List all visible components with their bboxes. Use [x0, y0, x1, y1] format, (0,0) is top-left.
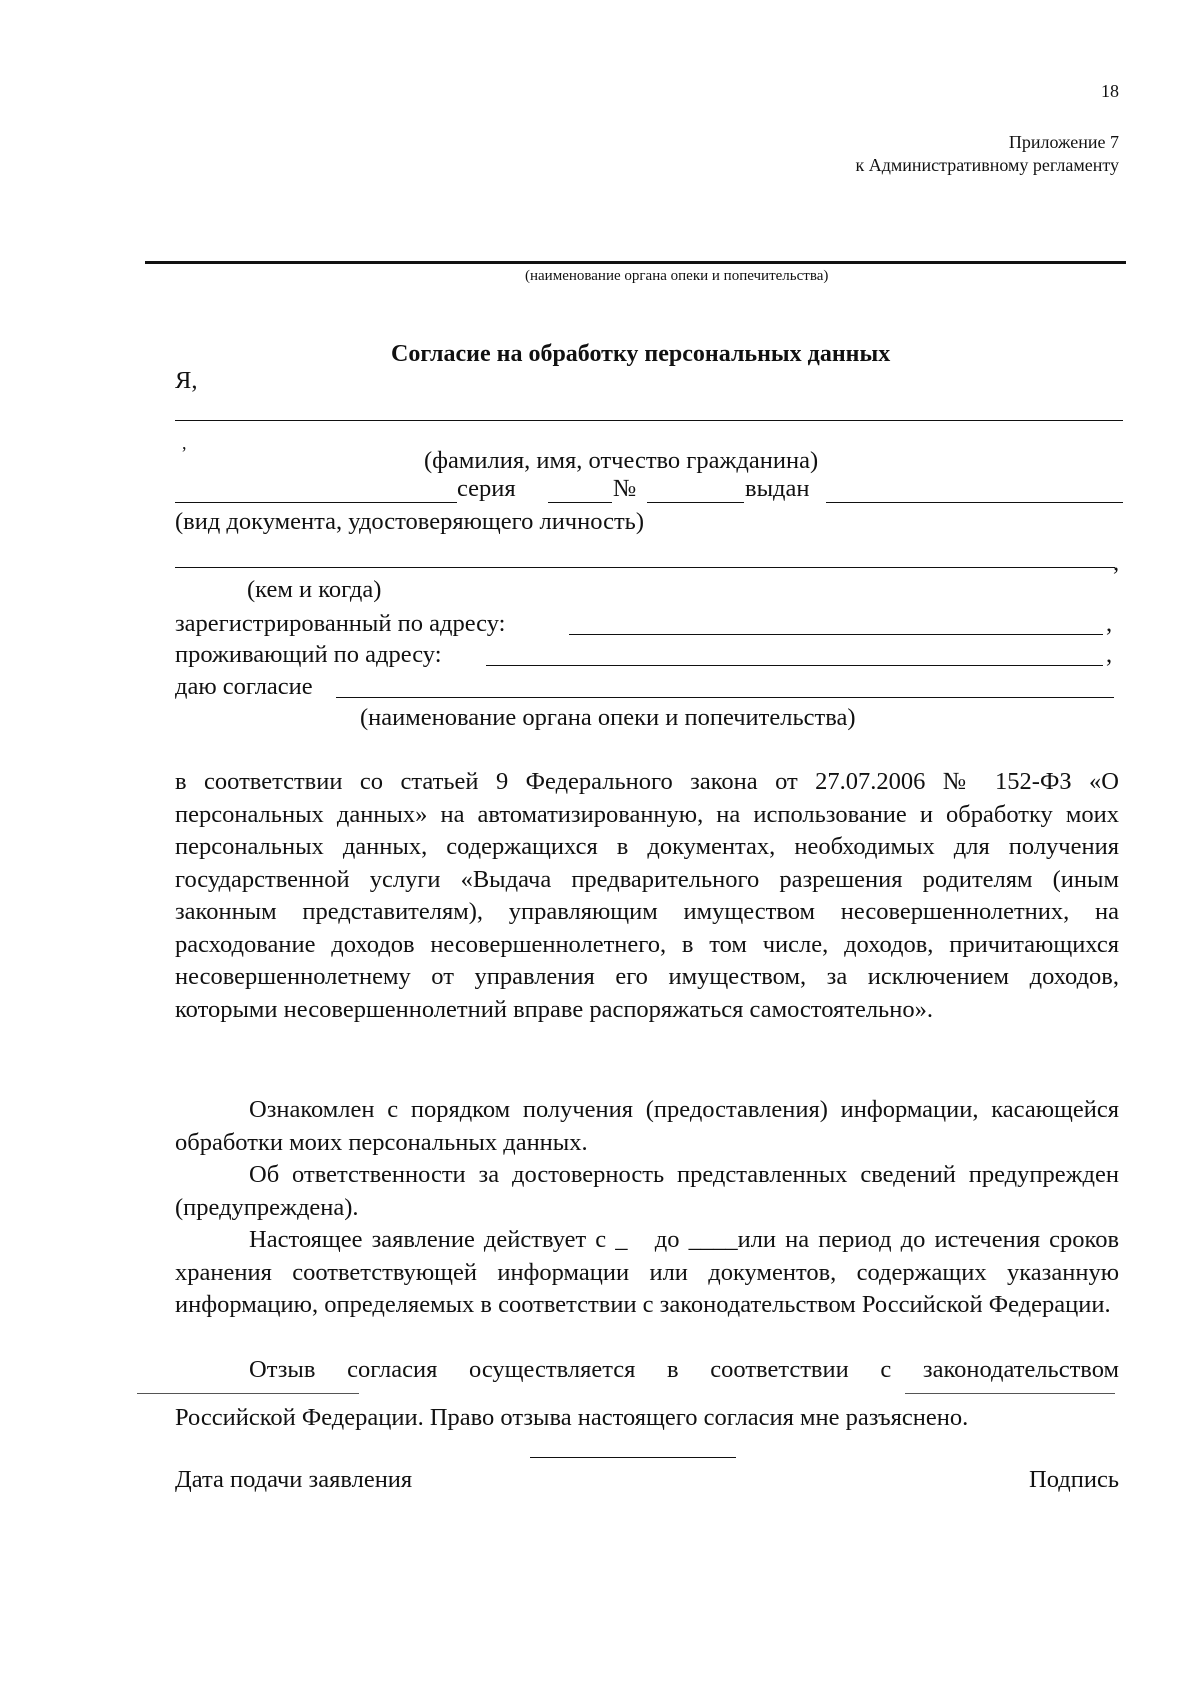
authority-line [145, 261, 1126, 264]
number-line [647, 502, 744, 503]
issued-by-comma: , [1113, 549, 1120, 576]
validity-to-blank: ____ [688, 1226, 738, 1253]
issued-by-line [175, 567, 1115, 568]
fio-line [175, 420, 1123, 421]
date-label: Дата подачи заявления [175, 1466, 413, 1493]
consent-label: даю согласие [175, 673, 313, 700]
paragraph-consent-basis: в соответствии со статьей 9 Федерального закона от 27.07.2006 № 152-ФЗ «О персональных данных» на автоматизированную, на использование и обработку моих персональных данных, содержащихся в документах, необходимых для получения государственной услуги «Выдача предварительного разрешения родителям (иным законным представителям), управляющим имуществом несовершеннолетних, на расходование доходов несовершеннолетнего, в том числе, доходов, причитающихся несовершеннолетнему от управления его имуществом, за исключением доходов, которыми несовершеннолетний вправе распоряжаться самостоятельно». [175, 768, 1119, 1023]
series-line [548, 502, 612, 503]
series-label: серия [457, 475, 516, 502]
by-whom-caption: (кем и когда) [247, 576, 382, 603]
registered-comma: , [1106, 610, 1113, 637]
paragraph-revocation-line2: Российской Федерации. Право отзыва настоящего согласия мне разъяснено. [175, 1404, 969, 1431]
validity-rest: или на период до истечения сроков хранения соответствующей информации или документов, содержащих указанную информацию, определяемых в соответствии с законодательством Российской Федерации. [175, 1226, 1120, 1318]
issued-label: выдан [745, 475, 810, 502]
signature-label: Подпись [1029, 1466, 1119, 1493]
comma-mark: , [182, 433, 187, 453]
paragraph-revocation-line1: Отзыв согласия осуществляется в соответствии с законодательством [249, 1356, 1119, 1383]
i-label: Я, [175, 367, 198, 394]
page-number: 18 [1101, 81, 1119, 101]
page-break-right [905, 1393, 1115, 1394]
residing-comma: , [1106, 641, 1113, 668]
document-caption: (вид документа, удостоверяющего личность) [175, 508, 645, 535]
paragraph-acknowledgement: Ознакомлен с порядком получения (предоставления) информации, касающейся обработки моих персональных данных. [175, 1096, 1119, 1156]
appendix-label: Приложение 7 [1008, 132, 1119, 152]
signature-line [530, 1457, 736, 1458]
authority-caption-2: (наименование органа опеки и попечительства) [360, 704, 856, 731]
paragraph-responsibility: Об ответственности за достоверность представленных сведений предупрежден (предупреждена). [175, 1161, 1119, 1221]
authority-caption: (наименование органа опеки и попечительства) [525, 268, 829, 284]
issued-line [826, 502, 1123, 503]
validity-start: Настоящее заявление действует с [249, 1226, 607, 1253]
registered-label: зарегистрированный по адресу: [175, 610, 506, 637]
page-break-left [137, 1393, 359, 1394]
registered-line [569, 634, 1103, 635]
fio-caption: (фамилия, имя, отчество гражданина) [424, 447, 819, 474]
residing-line [486, 665, 1103, 666]
validity-from-blank: _ [615, 1226, 628, 1253]
document-title: Согласие на обработку персональных данных [391, 341, 891, 367]
validity-to: до [654, 1226, 680, 1253]
consent-line [336, 697, 1114, 698]
appendix-target: к Административному регламенту [855, 155, 1119, 175]
document-type-line [175, 502, 457, 503]
number-label: № [613, 475, 637, 502]
paragraph-validity [175, 1224, 1119, 1322]
residing-label: проживающий по адресу: [175, 641, 442, 668]
